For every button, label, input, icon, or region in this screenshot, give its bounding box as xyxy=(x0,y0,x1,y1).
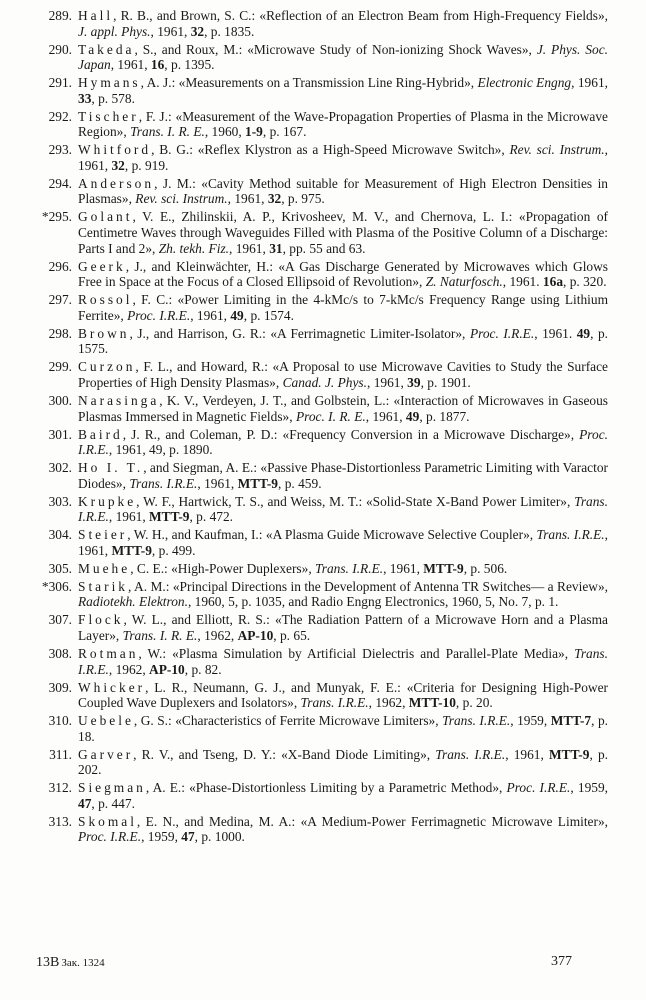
reference-year: , 1960, 5, p. 1035, and Radio Engng Electronics, 1960, 5, No. 7, p. 1. xyxy=(187,594,559,610)
reference-number-text: 307. xyxy=(48,612,72,628)
reference-year: , 1961, xyxy=(365,408,406,424)
reference-journal: Trans. I.R.E. xyxy=(78,493,608,525)
reference-journal: Proc. I.R.E. xyxy=(506,780,571,796)
reference-text: , F. J.: «Measurement of the Wave-Propagation Properties of Plasma in the Microwave Region», xyxy=(78,108,608,140)
reference-number xyxy=(36,142,72,158)
reference-number-text: 289. xyxy=(48,8,72,23)
reference-entry xyxy=(36,561,608,577)
reference-journal: Radiotekh. Elektron. xyxy=(78,594,188,610)
reference-volume: 31 xyxy=(269,240,283,256)
reference-number xyxy=(36,42,72,58)
reference-text: , F. C.: «Power Limiting in the 4-kMc/s to 7-kMc/s Frequency Range using Lithium Ferrite», xyxy=(78,292,608,323)
reference-journal: Trans. I.R.E. xyxy=(78,645,608,677)
reference-author: Golant xyxy=(78,209,133,225)
reference-number xyxy=(36,814,72,830)
reference-year: , 1959, xyxy=(510,713,551,729)
reference-author: Hymans xyxy=(78,75,141,91)
reference-text: , J. R., and Coleman, P. D.: «Frequency Conversion in a Microwave Discharge», xyxy=(122,426,580,442)
reference-pages: , p. 18. xyxy=(78,713,608,744)
reference-journal: Trans. I. R. E. xyxy=(130,124,205,140)
reference-journal: Zh. tekh. Fiz. xyxy=(158,240,230,256)
reference-journal: Electronic Engng xyxy=(477,75,572,91)
reference-body xyxy=(78,680,608,711)
reference-number-text: 301. xyxy=(48,426,72,442)
reference-number xyxy=(36,612,72,628)
reference-author: Whicker xyxy=(78,679,146,695)
reference-number xyxy=(36,579,72,595)
reference-author: Geerk xyxy=(78,258,126,274)
reference-author: Flock xyxy=(78,612,124,628)
reference-year: , 1962, xyxy=(108,661,150,677)
reference-number xyxy=(36,713,72,729)
reference-number-text: 310. xyxy=(48,713,72,729)
reference-text: , F. L., and Howard, R.: «A Proposal to use Microwave Cavities to Study the Surface Properties of High Density Plasmas», xyxy=(78,359,608,390)
reference-year: , 1961, xyxy=(78,527,609,558)
reference-list xyxy=(36,8,608,847)
reference-year: , 1959, xyxy=(141,829,182,845)
reference-year: , 1961. xyxy=(502,274,543,290)
reference-number-text: 298. xyxy=(48,325,72,341)
reference-journal: Proc. I. R. E. xyxy=(295,408,366,424)
reference-pages: , p. 472. xyxy=(189,509,234,525)
reference-volume: MTT-9 xyxy=(149,509,190,525)
reference-number xyxy=(36,292,72,308)
reference-entry xyxy=(36,646,608,677)
reference-text: , R. B., and Brown, S. C.: «Reflection of an Electron Beam from High-Frequency Fields», xyxy=(113,8,608,23)
reference-volume: 47 xyxy=(181,829,195,845)
reference-body xyxy=(78,460,608,491)
reference-journal: Trans. I.R.E. xyxy=(442,713,511,729)
reference-author: Starik xyxy=(78,578,128,594)
reference-author: Siegman xyxy=(78,780,146,796)
reference-entry xyxy=(36,612,608,643)
reference-body xyxy=(78,561,507,576)
reference-pages: , p. 1000. xyxy=(194,829,245,845)
reference-journal: Trans. I. R. E. xyxy=(122,628,198,643)
reference-pages: , p. 919. xyxy=(124,157,169,173)
reference-journal: Trans. I.R.E. xyxy=(315,560,384,576)
reference-year: , 1961, xyxy=(108,509,150,525)
reference-year: , 1961, xyxy=(571,75,608,91)
reference-year: , 1962, xyxy=(368,695,409,711)
reference-number-text: 293. xyxy=(48,142,72,158)
reference-number-text: 295. xyxy=(48,209,72,225)
reference-journal: Trans. I.R.E. xyxy=(435,746,506,762)
reference-author: Tischer xyxy=(78,108,139,124)
reference-pages: , p. 1835. xyxy=(204,23,255,39)
reference-author: Narasinga xyxy=(78,392,160,408)
reference-number xyxy=(36,646,72,662)
reference-number-text: 292. xyxy=(48,108,72,124)
reference-body xyxy=(78,579,608,610)
reference-number xyxy=(36,209,72,225)
signature-number: 13B xyxy=(36,955,60,970)
reference-number-text: 303. xyxy=(48,493,72,509)
reference-body xyxy=(78,209,608,255)
reference-journal: Proc. I.R.E. xyxy=(469,325,535,341)
reference-volume: MTT-7 xyxy=(550,713,592,729)
reference-author: Baird xyxy=(78,426,123,442)
reference-body xyxy=(78,75,608,106)
reference-number xyxy=(36,561,72,577)
reference-number-text: 313. xyxy=(48,813,72,829)
reference-entry xyxy=(36,814,608,845)
reference-author: Curzon xyxy=(78,359,136,375)
reference-body xyxy=(78,359,608,390)
reference-text: , J., and Harrison, G. R.: «A Ferrimagnetic Limiter-Isolator», xyxy=(129,325,470,341)
reference-body xyxy=(78,109,608,140)
reference-author: Muehe xyxy=(78,560,131,576)
reference-text: , C. E.: «High-Power Duplexers», xyxy=(130,560,316,576)
reference-entry xyxy=(36,42,608,73)
reference-pages: , p. 1901. xyxy=(420,374,471,390)
reference-author: Anderson xyxy=(78,175,155,191)
reference-entry xyxy=(36,259,608,290)
reference-pages: , p. 459. xyxy=(278,475,322,491)
reference-body xyxy=(78,292,608,323)
reference-author: Ho I. T. xyxy=(78,460,144,476)
reference-volume: MTT-9 xyxy=(237,475,279,491)
reference-year: , 1961, 49, p. 1890. xyxy=(108,442,213,458)
reference-body xyxy=(78,259,608,290)
reference-number-text: 297. xyxy=(48,292,72,308)
reference-entry xyxy=(36,713,608,744)
reference-number-text: 302. xyxy=(48,460,72,476)
reference-number xyxy=(36,494,72,510)
reference-text: , K. V., Verdeyen, J. T., and Golbstein, L.: «Interaction of Microwaves in Gaseous Plasmas Immersed in Magnetic Fields», xyxy=(78,392,608,424)
reference-volume: AP-10 xyxy=(237,628,274,643)
reference-body xyxy=(78,326,608,357)
page-number: 377 xyxy=(551,954,572,969)
reference-entry xyxy=(36,75,608,106)
reference-year: , 1962, xyxy=(197,628,238,643)
reference-text: , B. G.: «Reflex Klystron as a High-Speed Microwave Switch», xyxy=(151,142,510,158)
reference-body xyxy=(78,176,608,207)
reference-year: , 1961, xyxy=(505,746,550,762)
reference-pages: , p. 1877. xyxy=(419,408,470,424)
reference-body xyxy=(78,494,608,525)
reference-year: , 1961, xyxy=(229,240,270,256)
reference-number-text: 296. xyxy=(48,258,72,274)
reference-volume: 32 xyxy=(111,157,125,173)
reference-text: , W. H., and Kaufman, I.: «A Plasma Guide Microwave Selective Coupler», xyxy=(127,527,537,543)
reference-year: , 1961, xyxy=(190,307,231,323)
reference-text: , J., and Kleinwächter, H.: «A Gas Discharge Generated by Microwaves which Glows Free in Space at the Focus of a Closed Ellipsoid of Revolution», xyxy=(78,258,608,290)
reference-journal: Trans. I.R.E. xyxy=(300,695,369,711)
reference-entry xyxy=(36,579,608,610)
reference-number-text: 312. xyxy=(48,780,72,796)
reference-body xyxy=(78,42,608,73)
reference-year: , 1961, xyxy=(227,191,268,207)
reference-volume: MTT-9 xyxy=(549,746,590,762)
reference-journal: Proc. I.R.E. xyxy=(78,426,608,458)
reference-body xyxy=(78,393,608,424)
reference-journal: Proc. I.R.E. xyxy=(127,307,191,323)
reference-year: , 1961, xyxy=(78,142,608,173)
reference-number-text: 308. xyxy=(48,645,72,661)
reference-number-text: 306. xyxy=(48,578,72,594)
reference-pages: , p. 578. xyxy=(91,90,135,106)
reference-body xyxy=(78,814,608,845)
signature-note: Зак. 1324 xyxy=(61,957,105,969)
reference-pages: , p. 1395. xyxy=(164,57,215,73)
reference-entry xyxy=(36,527,608,558)
reference-entry xyxy=(36,176,608,207)
reference-body xyxy=(78,747,608,778)
reference-year: , 1959, xyxy=(570,780,609,796)
reference-text: , S., and Roux, M.: «Microwave Study of Non-ionizing Shock Waves», xyxy=(134,41,537,57)
reference-body xyxy=(78,713,608,744)
reference-body xyxy=(78,8,608,39)
reference-pages: , p. 82. xyxy=(184,661,222,677)
reference-number xyxy=(36,747,72,763)
reference-pages: , p. 1575. xyxy=(78,325,609,357)
reference-author: Takeda xyxy=(78,41,135,57)
reference-volume: 16a xyxy=(542,274,564,290)
reference-entry xyxy=(36,780,608,811)
reference-number-text: 305. xyxy=(48,560,72,576)
reference-journal: Proc. I.R.E. xyxy=(78,829,142,845)
reference-volume: 16 xyxy=(150,57,165,73)
reference-author: Whitford xyxy=(78,142,152,158)
reference-year: , 1961, xyxy=(367,374,408,390)
reference-pages: , p. 1574. xyxy=(243,307,294,323)
reference-volume: 47 xyxy=(78,795,92,811)
reference-text: , A. E.: «Phase-Distortionless Limiting by a Parametric Method», xyxy=(145,780,507,796)
reference-entry xyxy=(36,292,608,323)
reference-entry xyxy=(36,680,608,711)
reference-entry xyxy=(36,359,608,390)
reference-number xyxy=(36,359,72,375)
reference-body xyxy=(78,142,608,173)
reference-number xyxy=(36,427,72,443)
reference-author: Steier xyxy=(78,527,128,543)
reference-volume: MTT-10 xyxy=(408,695,456,711)
reference-journal: Trans. I.R.E. xyxy=(129,475,198,491)
reference-volume: 33 xyxy=(78,90,92,106)
reference-pages: , p. 506. xyxy=(463,560,508,576)
reference-number-text: 294. xyxy=(48,175,72,191)
reference-text: , A. J.: «Measurements on a Transmission Line Ring-Hybrid», xyxy=(140,75,478,91)
reference-year: , 1961, xyxy=(197,475,238,491)
reference-pages: , pp. 55 and 63. xyxy=(282,240,366,256)
reference-number-text: 291. xyxy=(48,75,72,91)
reference-year: , 1961, xyxy=(150,23,191,39)
reference-entry xyxy=(36,109,608,140)
reference-number-text: 311. xyxy=(49,746,72,762)
reference-number-text: 304. xyxy=(48,527,72,543)
reference-entry xyxy=(36,747,608,778)
reference-number xyxy=(36,527,72,543)
reference-number-text: 309. xyxy=(48,679,72,695)
reference-number xyxy=(36,680,72,696)
reference-number-text: 299. xyxy=(48,359,72,375)
reference-number xyxy=(36,109,72,125)
reference-journal: Rev. sci. Instrum. xyxy=(135,191,228,207)
reference-text: , G. S.: «Characteristics of Ferrite Microwave Limiters», xyxy=(133,713,443,729)
reference-text: , R. V., and Tseng, D. Y.: «X-Band Diode Limiting», xyxy=(133,746,436,762)
reference-journal: Z. Naturfosch. xyxy=(425,274,503,290)
reference-entry xyxy=(36,326,608,357)
reference-entry xyxy=(36,460,608,491)
reference-text: , A. M.: «Principal Directions in the Development of Antenna TR Switches— a Review», xyxy=(128,578,608,594)
reference-text: , W.: «Plasma Simulation by Artificial Dielectris and Parallel-Plate Media», xyxy=(138,645,575,661)
reference-author: Rotman xyxy=(78,645,139,661)
reference-volume: 1-9 xyxy=(245,124,263,140)
reference-star: * xyxy=(41,209,49,225)
reference-entry xyxy=(36,393,608,424)
reference-number xyxy=(36,326,72,342)
reference-author: Brown xyxy=(78,325,130,341)
reference-author: Krupke xyxy=(78,493,137,509)
reference-body xyxy=(78,646,608,677)
reference-pages: , p. 20. xyxy=(455,695,493,711)
reference-pages: , p. 65. xyxy=(273,628,311,643)
reference-number xyxy=(36,780,72,796)
reference-volume: 32 xyxy=(190,23,205,39)
reference-author: Skomal xyxy=(78,813,137,829)
reference-volume: MTT-9 xyxy=(111,542,152,558)
reference-number xyxy=(36,460,72,476)
reference-body xyxy=(78,427,608,458)
reference-number xyxy=(36,259,72,275)
reference-text: , E. N., and Medina, M. A.: «A Medium-Power Ferrimagnetic Microwave Limiter», xyxy=(136,813,608,829)
reference-journal: Canad. J. Phys. xyxy=(282,374,367,390)
reference-pages: , p. 167. xyxy=(262,124,307,140)
reference-author: Garver xyxy=(78,746,134,762)
reference-year: , 1961, xyxy=(383,560,424,576)
reference-number-text: 300. xyxy=(48,392,72,408)
reference-author: Hall xyxy=(78,8,114,23)
reference-text: , J. M.: «Cavity Method suitable for Measurement of High Electron Densities in Plasmas», xyxy=(78,175,608,207)
reference-text: , W. L., and Elliott, R. S.: «The Radiation Pattern of a Microwave Horn and a Plasma Layer», xyxy=(78,612,608,643)
reference-text: , W. F., Hartwick, T. S., and Weiss, M. T.: «Solid-State X-Band Power Limiter», xyxy=(136,493,575,509)
reference-author: Uebele xyxy=(78,713,134,729)
reference-pages: , p. 320. xyxy=(563,274,607,290)
reference-pages: , p. 202. xyxy=(78,746,609,778)
reference-volume: 39 xyxy=(407,374,421,390)
reference-number xyxy=(36,75,72,91)
reference-journal: J. appl. Phys. xyxy=(78,23,151,39)
reference-volume: MTT-9 xyxy=(423,560,464,576)
reference-entry xyxy=(36,142,608,173)
reference-text: , L. R., Neumann, G. J., and Munyak, F. E.: «Criteria for Designing High-Power Coupled Wave Duplexers and Isolators», xyxy=(78,679,608,711)
reference-entry xyxy=(36,494,608,525)
reference-entry xyxy=(36,8,608,39)
reference-volume: AP-10 xyxy=(149,661,185,677)
reference-text: , and Siegman, A. E.: «Passive Phase-Distortionless Parametric Limiting with Varactor Diodes», xyxy=(78,460,608,491)
reference-entry xyxy=(36,427,608,458)
reference-journal: Trans. I.R.E. xyxy=(536,527,605,543)
reference-volume: 49 xyxy=(576,325,591,341)
reference-journal: Rev. sci. Instrum. xyxy=(509,142,605,158)
reference-author: Rossol xyxy=(78,292,133,308)
reference-body xyxy=(78,612,608,643)
reference-journal: J. Phys. Soc. Japan xyxy=(78,41,608,73)
reference-body xyxy=(78,527,608,558)
reference-star: * xyxy=(41,578,49,594)
reference-number xyxy=(36,393,72,409)
reference-text: , V. E., Zhilinskii, A. P., Krivosheev, M. V., and Chernova, L. I.: «Propagation of Centimetre Waves through Waveguides Filled with Plasma of the Positive Column of a Discharge: Parts I and 2», xyxy=(78,209,608,256)
reference-body xyxy=(78,780,608,811)
reference-pages: , p. 447. xyxy=(91,795,135,811)
printer-signature xyxy=(36,954,105,971)
reference-number-text: 290. xyxy=(48,41,72,57)
reference-volume: 49 xyxy=(230,307,244,323)
reference-number xyxy=(36,176,72,192)
reference-entry xyxy=(36,209,608,256)
reference-pages: , p. 499. xyxy=(151,542,196,558)
reference-volume: 49 xyxy=(405,408,420,424)
reference-volume: 32 xyxy=(267,191,282,207)
reference-year: , 1961. xyxy=(534,325,577,341)
reference-pages: , p. 975. xyxy=(281,191,325,207)
reference-year: , 1960, xyxy=(204,124,246,140)
reference-number xyxy=(36,8,72,24)
reference-year: , 1961, xyxy=(110,57,151,73)
